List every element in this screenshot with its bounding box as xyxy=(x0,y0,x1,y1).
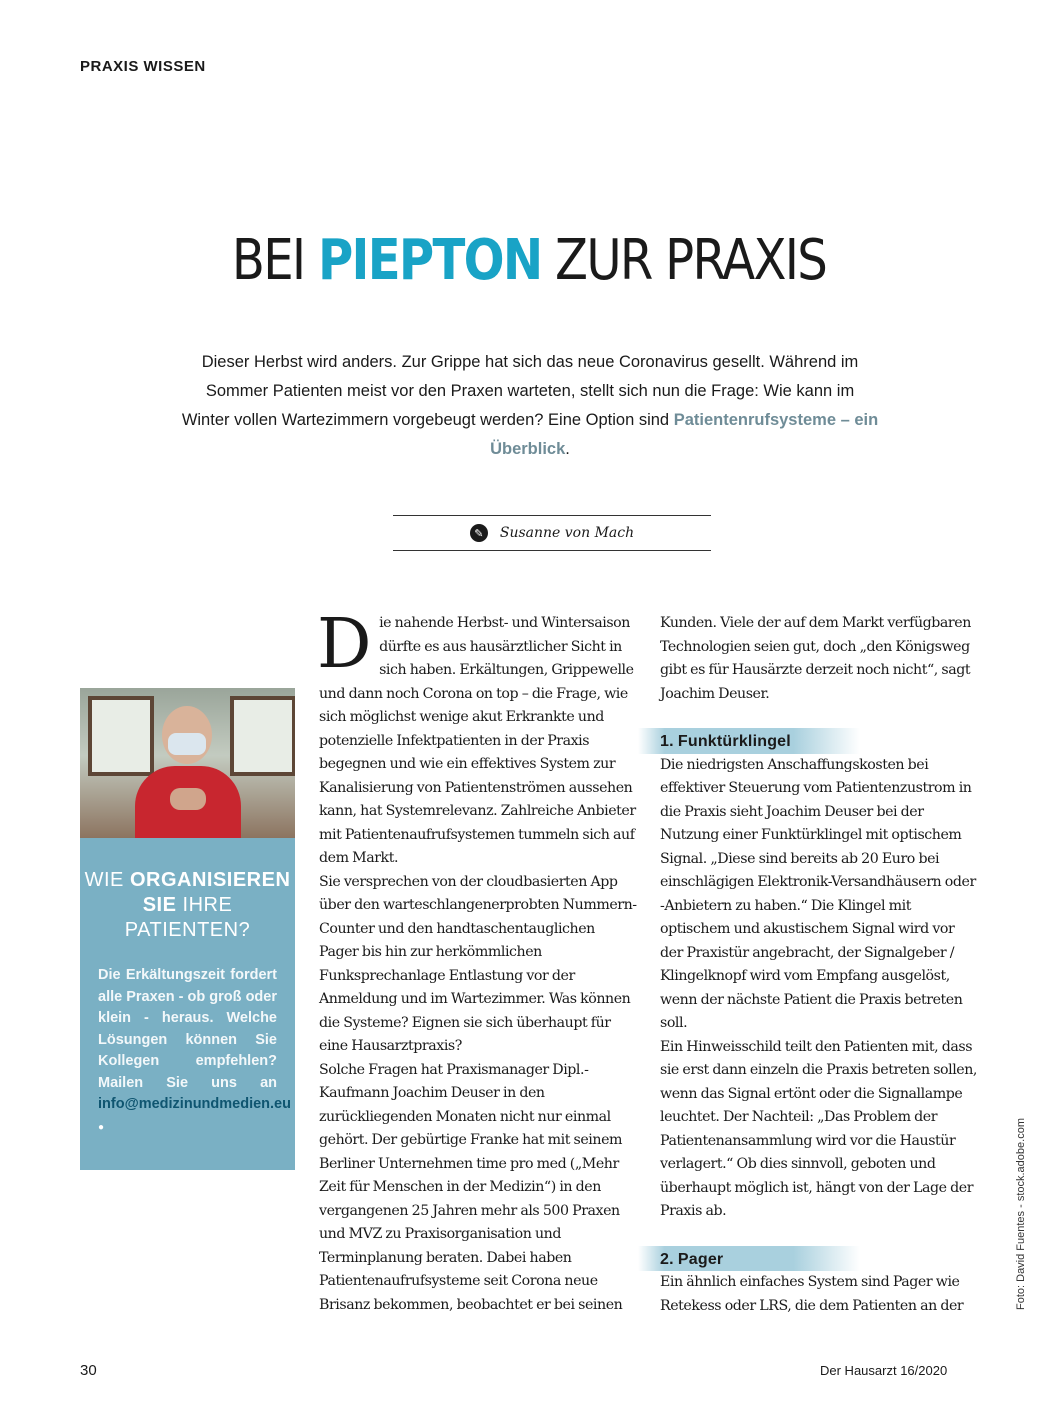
pen-icon: ✎ xyxy=(470,524,488,542)
page-number: 30 xyxy=(80,1362,97,1379)
lead-text: Dieser Herbst wird anders. Zur Grippe hat sich das neue Coronavirus gesellt. Während im Sommer Patienten meist vor den Praxen warteten, stellt sich nun die Frage: Wie kann im Winter vollen Wartezimmern vorgebeugt werden? Eine Option sind xyxy=(181,353,859,429)
headline-pre: BEI xyxy=(231,228,318,293)
face-mask xyxy=(168,733,206,755)
sidebar-title xyxy=(80,868,295,943)
sidebar-email-link[interactable]: info@medizinundmedien.eu xyxy=(98,1096,291,1112)
byline xyxy=(393,515,711,551)
sidebar-body: Die Erkältungszeit fordert alle Praxen - ob groß oder klein - heraus. Welche Lösungen können Sie Kollegen empfehlen? Mailen Sie uns an xyxy=(98,967,277,1091)
drop-cap: D xyxy=(317,605,372,684)
headline-accent: PIEPTON xyxy=(317,228,542,293)
article-paragraph: Die niedrigsten Anschaffungskosten bei effektiver Steuerung vom Patientenzustrom in die Praxis sieht Joachim Deuser bei der Nutzung einer Funktürklingel mit optischem Signal. „Diese sind bereits ab 20 Euro bei einschlägigen Elektronik-Versandhäusern oder -Anbietern zu haben.“ Die Klingel mit optischem und akustischem Signal wird vor der Praxistür angebracht, der Signalgeber / Klingelknopf wird vom Empfang ausgelöst, wenn der nächste Patient die Praxis betreten soll. xyxy=(660,756,976,1031)
headline xyxy=(74,228,984,293)
article-column-1 xyxy=(317,605,637,1317)
sidebar-title-bold1: ORGANISIEREN xyxy=(129,869,291,891)
issue-label: Der Hausarzt 16/2020 xyxy=(820,1363,948,1378)
sidebar-title-pre: WIE xyxy=(84,869,130,891)
photo-credit: Foto: David Fuentes - stock.adobe.com xyxy=(1015,1118,1027,1310)
lead-paragraph xyxy=(180,348,880,464)
article-paragraph: Ein ähnlich einfaches System sind Pager wie Retekess oder LRS, die dem Patienten an der xyxy=(660,1274,964,1314)
article-paragraph xyxy=(317,605,637,871)
article-paragraph: Ein Hinweisschild teilt den Patienten mit, dass sie erst dann einzeln die Praxis betreten sollen, wenn das Signal ertönt oder die Signallampe leuchtet. Der Nachteil: „Das Problem der Patientenansammlung wird vor die Haustür verlagert.“ Ob dies sinnvoll, geboten und überhaupt möglich ist, hängt von der Lage der Praxis ab. xyxy=(660,1038,977,1219)
subheading-pager: 2. Pager xyxy=(638,1246,860,1272)
person-hands xyxy=(170,788,206,810)
article-column-2 xyxy=(660,612,980,1318)
sidebar-title-post: IHRE PATIENTEN? xyxy=(124,894,251,941)
author-name: Susanne von Mach xyxy=(499,525,635,541)
section-label: PRAXIS WISSEN xyxy=(80,58,206,75)
headline-post: ZUR PRAXIS xyxy=(541,228,827,293)
sidebar-photo xyxy=(80,688,295,838)
sidebar-box xyxy=(80,838,295,1170)
sidebar-text xyxy=(98,965,291,1138)
article-paragraph: Sie versprechen von der cloudbasierten App über den warteschlangenerprobten Nummern-Counter und den handtaschentauglichen Pager bis hin zur herkömmlichen Funksprechanlage Entlastung vor der Anmeldung und im Wartezimmer. Was können die Systeme? Eignen sie sich überhaupt für eine Hausarztpraxis? xyxy=(319,873,637,1054)
subheading-funktuerklingel: 1. Funktürklingel xyxy=(638,728,860,754)
article-text: ie nahende Herbst- und Wintersaison dürfte es aus hausärztlicher Sicht in sich haben. Erkältungen, Grippewelle und dann noch Corona on top – die Frage, wie sich möglichst wenige akut Erkrankte und potenzielle Infektpatienten in der Praxis begegnen und wie ein effektives System zur Kanalisierung von Patientenströmen aussehen kann, hat Systemrelevanz. Zahlreiche Anbieter mit Patientenaufrufsystemen tummeln sich auf dem Markt. xyxy=(319,615,636,866)
window-right xyxy=(230,696,295,776)
article-paragraph: Kunden. Viele der auf dem Markt verfügbaren Technologien seien gut, doch „den Königsweg gibt es für Hausärzte derzeit noch nicht“, sagt Joachim Deuser. xyxy=(660,615,971,702)
lead-end: . xyxy=(565,440,570,458)
bullet-icon: ● xyxy=(98,1121,105,1133)
sidebar-title-bold2: SIE xyxy=(142,894,177,916)
article-paragraph: Solche Fragen hat Praxismanager Dipl.-Kaufmann Joachim Deuser in den zurückliegenden Monaten nicht nur einmal gehört. Der gebürtige Franke hat mit seinem Berliner Unternehmen time pro med („Mehr Zeit für Menschen in der Medizin“) in den vergangenen 25 Jahren mehr als 500 Praxen und MVZ zu Praxisorganisation und Terminplanung beraten. Dabei haben Patientenaufrufsysteme seit Corona neue Brisanz bekommen, beobachtet er bei seinen xyxy=(319,1061,623,1313)
lead-highlight: Patientenrufsysteme – ein Überblick xyxy=(490,411,879,458)
window-left xyxy=(88,696,154,776)
